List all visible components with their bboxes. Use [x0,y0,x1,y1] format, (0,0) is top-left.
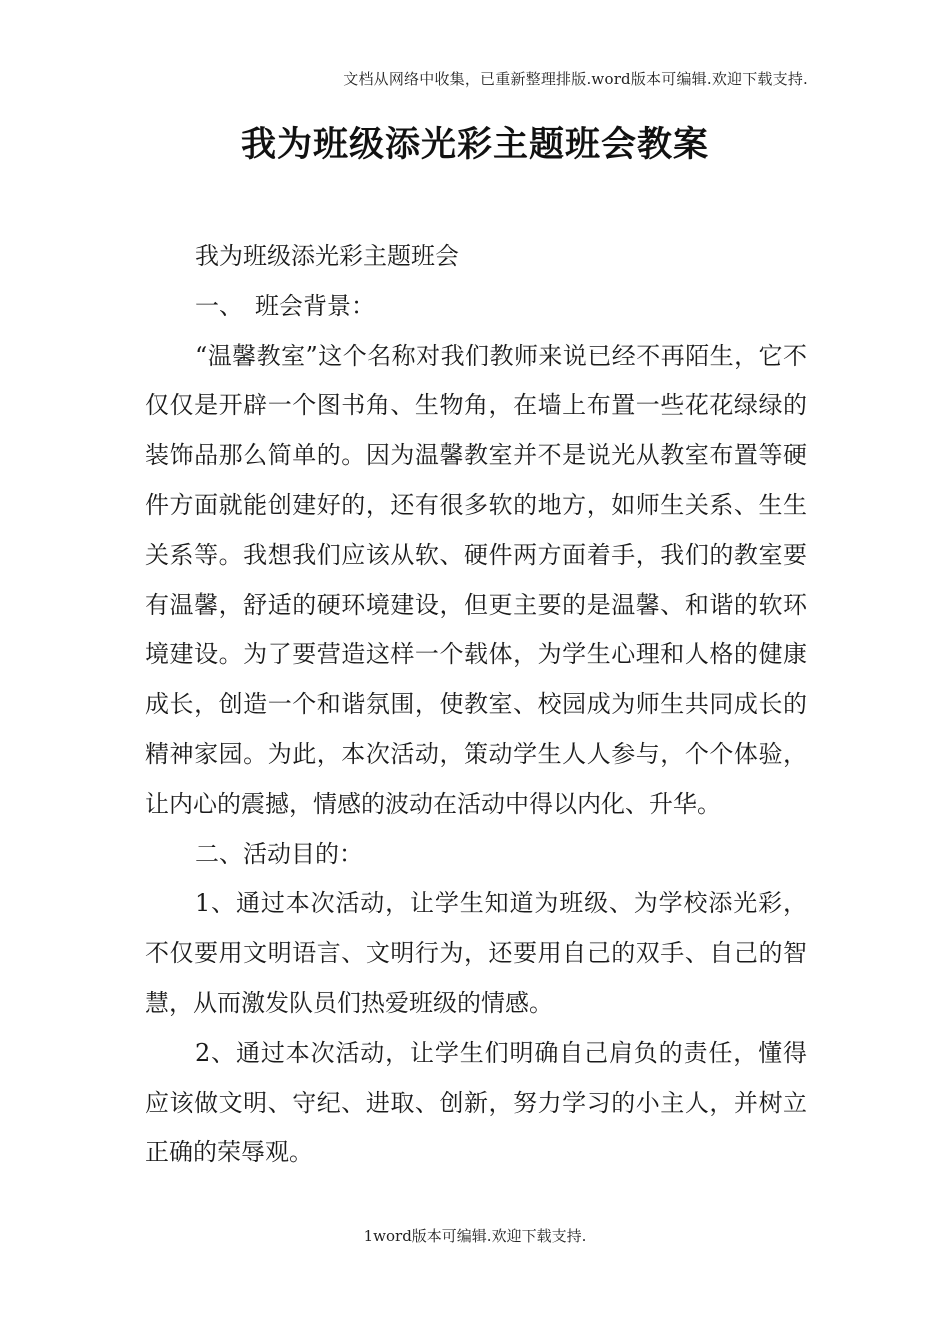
header-note: 文档从网络中收集，已重新整理排版.word版本可编辑.欢迎下载支持. [343,70,808,88]
section-heading-background: 一、 班会背景： [195,291,375,320]
section-heading-purpose: 二、活动目的： [195,839,363,868]
document-title: 我为班级添光彩主题班会教案 [240,124,709,165]
footer-note: 1word版本可编辑.欢迎下载支持. [363,1227,587,1245]
subtitle-paragraph: 我为班级添光彩主题班会 [195,242,459,270]
document-body [145,232,807,1178]
background-paragraph: “温馨教室”这个名称对我们教师来说已经不再陌生，它不仅仅是开辟一个图书角、生物角，在墙上布置一些花花绿绿的装饰品那么简单的。因为温馨教室并不是说光从教室布置等硬件方面就能创建好的，还有很多软的地方，如师生关系、生生关系等。我想我们应该从软、硬件两方面着手，我们的教室要有温馨，舒适的硬环境建设，但更主要的是温馨、和谐的软环境建设。为了要营造这样一个载体，为学生心理和人格的健康成长，创造一个和谐氛围，使教室、校园成为师生共同成长的精神家园。为此，本次活动，策动学生人人参与，个个体验，让内心的震撼，情感的波动在活动中得以内化、升华。 [145,341,807,818]
purpose-item-1: 1、通过本次活动，让学生知道为班级、为学校添光彩，不仅要用文明语言、文明行为，还要用自己的双手、自己的智慧，从而激发队员们热爱班级的情感。 [145,889,807,1017]
purpose-item-2: 2、通过本次活动，让学生们明确自己肩负的责任，懂得应该做文明、守纪、进取、创新，努力学习的小主人，并树立正确的荣辱观。 [145,1038,807,1167]
